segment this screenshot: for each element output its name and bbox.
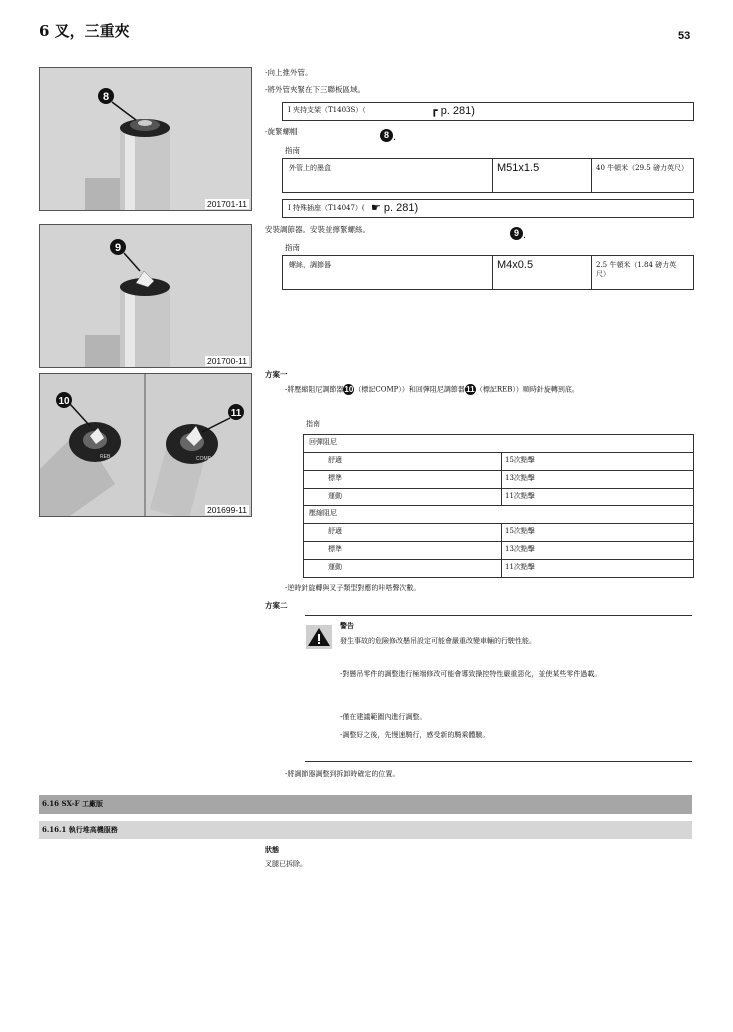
photo-adjuster — [39, 224, 252, 368]
step-install-adjuster: 安裝調節器。安裝並擰緊螺絲。 — [265, 225, 370, 234]
damping-adjusters-illustration — [40, 374, 251, 516]
compression-row-label: 標準 — [328, 545, 342, 553]
callout-inline-9: 9 . — [510, 223, 526, 242]
callout-9: 9 — [114, 242, 122, 254]
page-ref-link[interactable]: ┏ p. 281) — [431, 105, 475, 117]
photo-damping-adjusters — [39, 373, 252, 517]
spec-name: 螺絲，調節器 — [289, 261, 331, 269]
rebound-title: 回彈阻尼 — [309, 438, 337, 446]
spec-name: 外管上的墨盒 — [289, 164, 331, 172]
callout-10: 10 — [58, 396, 70, 407]
callout-8: 8 — [102, 91, 110, 103]
spec-torque: 40 牛頓米（29.5 磅力英尺） — [596, 164, 688, 172]
spec-table-screw — [282, 255, 694, 290]
adjuster-illustration — [40, 225, 251, 367]
guide-label: 指南 — [285, 146, 300, 155]
compression-row-value: 13次點擊 — [505, 545, 535, 553]
step-clamp-outer-tube: -將外管夾緊在下三聯板區域。 — [265, 85, 366, 94]
variant1-title: 方案一 — [265, 370, 288, 379]
spec-thread: M4x0.5 — [497, 259, 534, 271]
compression-title: 壓縮阻尼 — [309, 509, 337, 517]
step-push-outer-tube: -向上推外管。 — [265, 68, 313, 77]
section-6161-header: 6.16.1 執行堆高機服務 — [39, 821, 692, 839]
warning-line4: -調整好之後，先慢速騎行，感受新的騎乘體驗。 — [340, 731, 490, 739]
guide-label: 指南 — [285, 243, 300, 252]
fork-nut-illustration — [40, 68, 251, 210]
condition-label: 狀態 — [265, 845, 279, 854]
callout-11-inline: 11 — [466, 385, 475, 394]
section-616-header: 6.16 SX-F 工廠版 — [39, 795, 692, 814]
figure-caption: 201701-11 — [206, 199, 247, 209]
step-tighten-nut: -旋緊螺帽 — [265, 127, 298, 136]
tool-box-clamp — [282, 102, 694, 121]
knob-label-reb: REB — [100, 454, 111, 460]
variant1-instruction: -將壓縮阻尼調節器10（標記COMP））和回彈阻尼調節器11（標記REB））順時針旋轉到底。 — [285, 385, 579, 394]
callout-inline-8: 8 . — [380, 125, 396, 144]
condition-text: 叉腿已拆除。 — [265, 860, 307, 868]
figure-caption: 201699-11 — [206, 505, 247, 515]
variant1-after: -逆時針旋轉與叉子類型對應的咔嗒聲次數。 — [285, 584, 421, 592]
warning-icon — [306, 625, 332, 649]
page-ref-link[interactable]: ☛ p. 281) — [371, 202, 419, 214]
chapter-title: 6 叉，三重夾 — [39, 22, 130, 40]
compression-row-value: 15次點擊 — [505, 527, 535, 535]
rebound-row-label: 運動 — [328, 492, 342, 500]
spec-thread: M51x1.5 — [497, 162, 540, 174]
spec-torque: 2.5 牛頓米（1.84 磅力英尺） — [596, 261, 677, 278]
callout-10-inline: 10 — [344, 385, 354, 394]
rebound-row-label: 標準 — [328, 474, 342, 482]
compression-row-value: 11次點擊 — [505, 563, 535, 571]
knob-label-comp: COMP — [196, 456, 211, 462]
variant2-title: 方案二 — [265, 601, 288, 610]
callout-11: 11 — [230, 408, 242, 419]
rebound-row-value: 13次點擊 — [505, 474, 535, 482]
page-number: 53 — [678, 30, 691, 42]
warning-bottom-rule — [305, 761, 692, 762]
warning-top-rule — [305, 615, 692, 616]
warning-heading: 警告 — [340, 621, 354, 630]
tool-box-socket — [282, 199, 694, 218]
rebound-row-label: 舒適 — [328, 456, 342, 464]
variant2-final: -將調節器調整到拆卸時確定的位置。 — [285, 770, 400, 778]
warning-line2: -對懸吊零件的調整進行極端修改可能會導致操控特性嚴重惡化，並使某些零件過載。 — [340, 670, 602, 678]
rebound-row-value: 11次點擊 — [505, 492, 535, 500]
spec-table-nut — [282, 158, 694, 193]
photo-fork-nut — [39, 67, 252, 211]
tool-clamp-text: I 夾持支架（T1403S）（ — [288, 106, 366, 114]
compression-row-label: 舒適 — [328, 527, 342, 535]
warning-line3: -僅在建議範圍內進行調整。 — [340, 713, 427, 721]
guide-label: 指南 — [306, 420, 320, 428]
rebound-row-value: 15次點擊 — [505, 456, 535, 464]
damping-table — [303, 434, 694, 578]
tool-socket-text: I 特殊插座（T14047）( — [288, 204, 365, 212]
compression-row-label: 運動 — [328, 563, 342, 571]
figure-caption: 201700-11 — [206, 356, 247, 366]
warning-line1: 發生事故的危險修改懸吊設定可能會嚴重改變車輛的行駛性能。 — [340, 637, 536, 645]
